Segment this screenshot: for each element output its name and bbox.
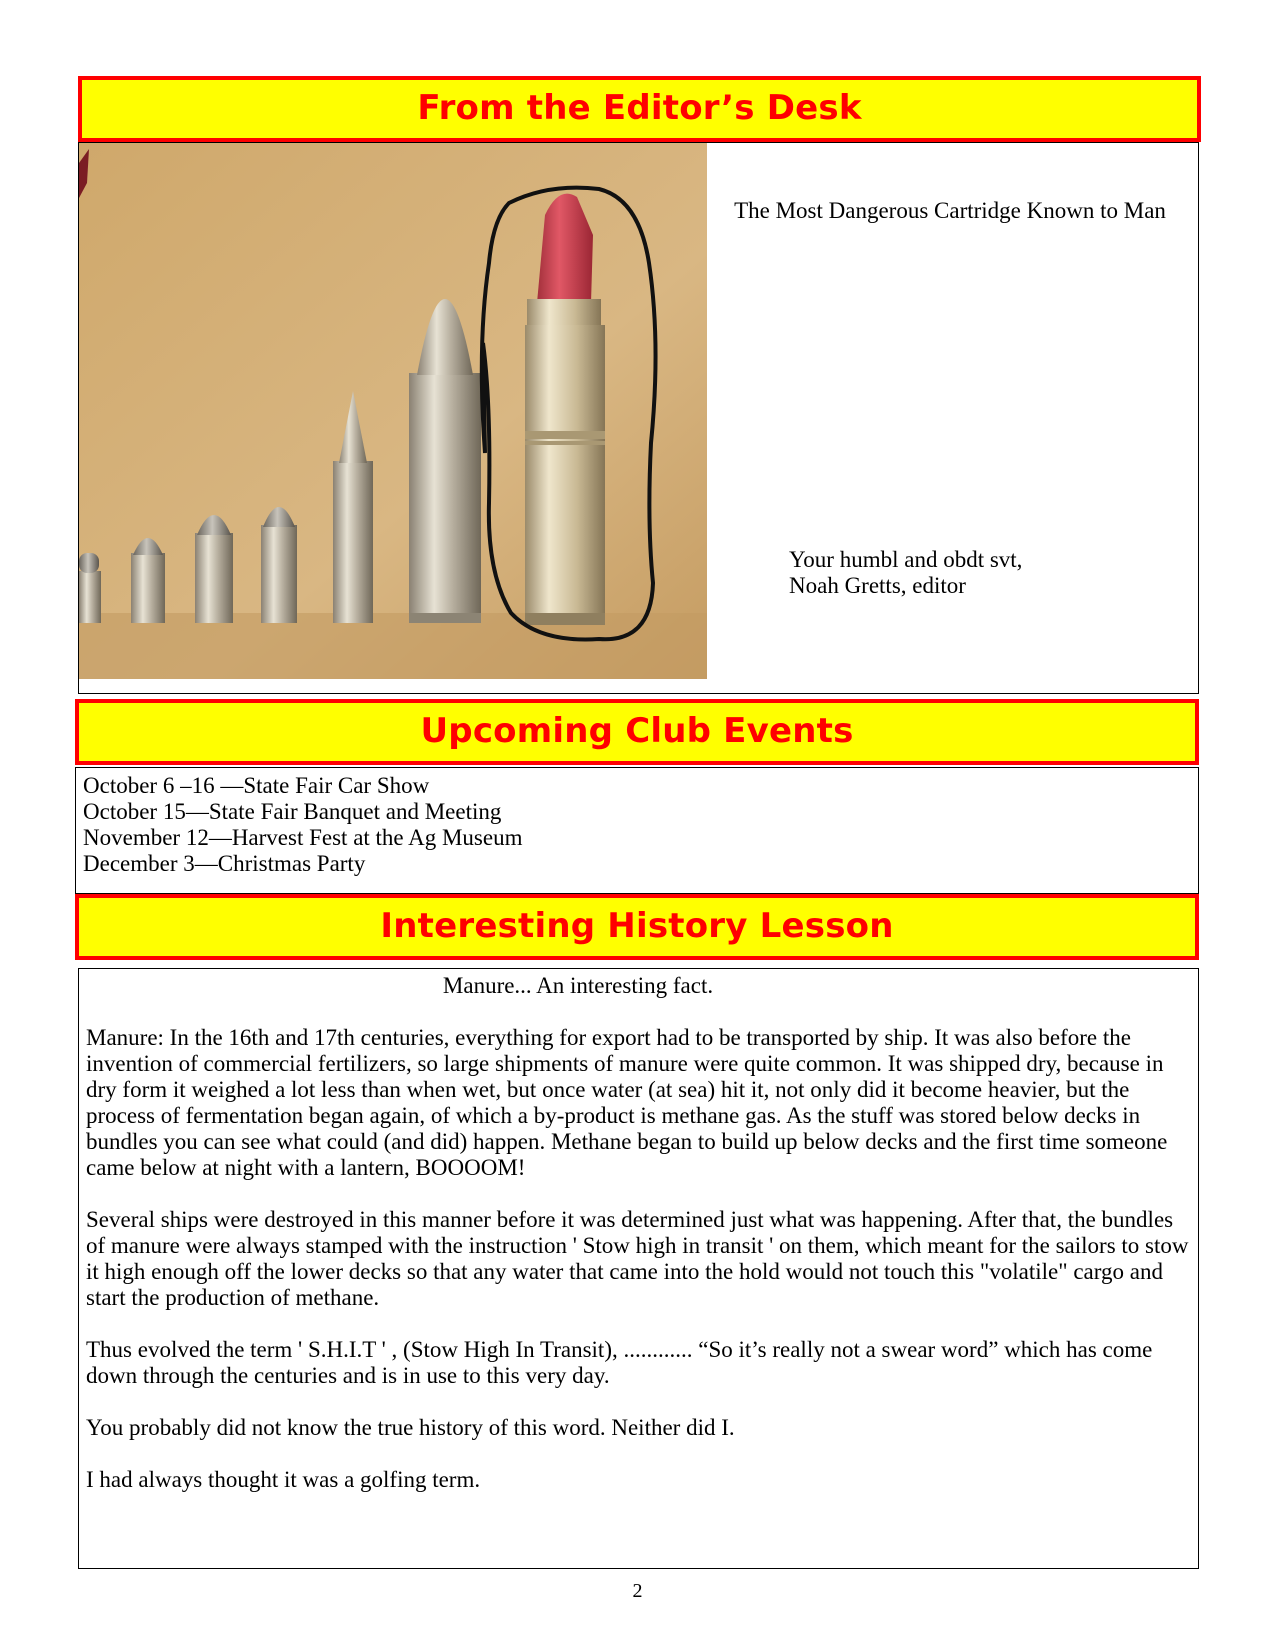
history-paragraph: You probably did not know the true history of this word. Neither did I. bbox=[86, 1415, 735, 1440]
history-paragraph: Several ships were destroyed in this manner before it was determined just what was happening. After that, the bundles of manure were always stamped with the instruction ' Stow high in transit ' on them, which meant for the sailors to stow it high enough off the lower decks so that any water that came into the hold would not touch this "volatile" cargo and start the production of methane. bbox=[86, 1207, 1189, 1310]
event-item: October 15—State Fair Banquet and Meeting bbox=[83, 799, 502, 824]
events-list bbox=[75, 767, 1199, 894]
history-paragraph: Thus evolved the term ' S.H.I.T ' , (Stow High In Transit), ............ “So it’s really not a swear word” which has come down through the centuries and is in use to this very day. bbox=[86, 1337, 1153, 1388]
event-item: October 6 –16 —State Fair Car Show bbox=[83, 773, 430, 798]
events-heading: Upcoming Club Events bbox=[75, 699, 1199, 765]
editor-signature-line2: Noah Gretts, editor bbox=[789, 573, 966, 598]
cartridge-lipstick-photo bbox=[79, 143, 707, 679]
editor-section bbox=[78, 142, 1199, 694]
history-title: Manure... An interesting fact. bbox=[442, 973, 714, 998]
event-item: December 3—Christmas Party bbox=[83, 851, 366, 876]
editor-caption: The Most Dangerous Cartridge Known to Man bbox=[734, 198, 1166, 223]
editor-heading: From the Editor’s Desk bbox=[78, 76, 1201, 142]
page-number: 2 bbox=[632, 1580, 643, 1602]
history-paragraph: Manure: In the 16th and 17th centuries, everything for export had to be transported by ship. It was also before the invention of commercial fertilizers, so large shipments of manure were quite common. It was shipped dry, because in dry form it weighed a lot less than when wet, but once water (at sea) hit it, not only did it become heavier, but the process of fermentation began again, of which a by-product is methane gas. As the stuff was stored below decks in bundles you can see what could (and did) happen. Methane began to build up below decks and the first time someone came below at night with a lantern, BOOOOM! bbox=[86, 1025, 1168, 1180]
history-heading: Interesting History Lesson bbox=[75, 894, 1199, 960]
history-paragraph: I had always thought it was a golfing term. bbox=[86, 1467, 481, 1492]
editor-signature-line1: Your humbl and obdt svt, bbox=[789, 547, 1023, 572]
history-section bbox=[78, 968, 1199, 1569]
event-item: November 12—Harvest Fest at the Ag Museum bbox=[83, 825, 523, 850]
